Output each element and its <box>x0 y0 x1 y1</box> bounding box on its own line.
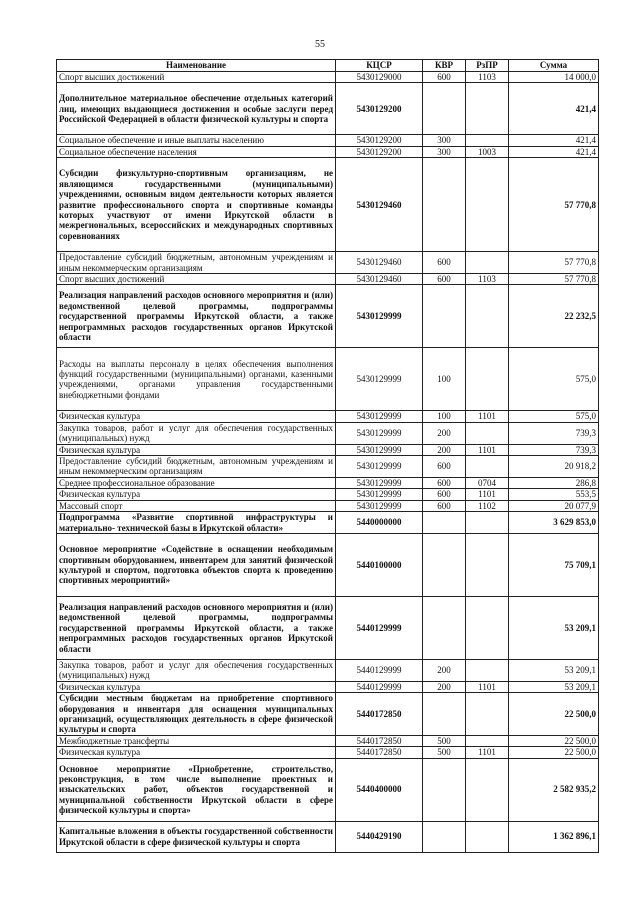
cell-rzpr <box>466 348 509 411</box>
cell-kcsr: 5430129200 <box>336 146 423 157</box>
table-row <box>57 477 599 488</box>
cell-name: Физическая культура <box>57 681 336 692</box>
cell-name: Среднее профессиональное образование <box>57 477 336 488</box>
cell-kvr: 600 <box>423 456 466 478</box>
cell-sum: 2 582 935,2 <box>509 758 599 821</box>
cell-name: Социальное обеспечение населения <box>57 146 336 157</box>
cell-sum: 53 209,1 <box>509 659 599 681</box>
cell-rzpr <box>466 758 509 821</box>
cell-kvr: 100 <box>423 348 466 411</box>
cell-sum: 421,4 <box>509 83 599 135</box>
cell-name: Массовый спорт <box>57 500 336 511</box>
cell-kcsr: 5430129460 <box>336 274 423 285</box>
table-row <box>57 500 599 511</box>
cell-kcsr: 5440100000 <box>336 533 423 596</box>
cell-rzpr: 0704 <box>466 477 509 488</box>
cell-name: Предоставление субсидий бюджетным, автономным учреждениям и иным некоммерческим организациям <box>57 252 336 274</box>
cell-kvr <box>423 285 466 348</box>
cell-kcsr: 5440129999 <box>336 681 423 692</box>
cell-rzpr <box>466 83 509 135</box>
cell-kvr: 600 <box>423 489 466 500</box>
cell-kvr <box>423 533 466 596</box>
cell-name: Спорт высших достижений <box>57 274 336 285</box>
cell-sum: 421,4 <box>509 146 599 157</box>
cell-kvr <box>423 512 466 534</box>
cell-sum: 575,0 <box>509 348 599 411</box>
cell-kvr: 200 <box>423 422 466 444</box>
cell-rzpr: 1103 <box>466 274 509 285</box>
cell-name: Капитальные вложения в объекты государственной собственности Иркутской области в сфере физической культуры и спорта <box>57 821 336 852</box>
cell-sum: 14 000,0 <box>509 72 599 83</box>
table-row <box>57 252 599 274</box>
cell-kcsr: 5440172850 <box>336 735 423 746</box>
header-kcsr: КЦСР <box>336 60 423 72</box>
table-row <box>57 135 599 146</box>
cell-sum: 20 918,2 <box>509 456 599 478</box>
cell-sum: 53 209,1 <box>509 681 599 692</box>
cell-sum: 22 500,0 <box>509 693 599 736</box>
table-row <box>57 411 599 422</box>
cell-rzpr: 1003 <box>466 146 509 157</box>
cell-kvr: 500 <box>423 747 466 758</box>
table-row <box>57 274 599 285</box>
table-row <box>57 681 599 692</box>
cell-sum: 22 500,0 <box>509 747 599 758</box>
header-sum: Сумма <box>509 60 599 72</box>
cell-kvr: 600 <box>423 274 466 285</box>
cell-name: Межбюджетные трансферты <box>57 735 336 746</box>
cell-rzpr: 1102 <box>466 500 509 511</box>
header-rzpr: РзПР <box>466 60 509 72</box>
cell-sum: 57 770,8 <box>509 274 599 285</box>
cell-kvr: 600 <box>423 500 466 511</box>
cell-sum: 421,4 <box>509 135 599 146</box>
table-row <box>57 693 599 736</box>
cell-kvr: 600 <box>423 72 466 83</box>
cell-name: Спорт высших достижений <box>57 72 336 83</box>
cell-sum: 739,3 <box>509 444 599 455</box>
cell-name: Предоставление субсидий бюджетным, автономным учреждениям и иным некоммерческим организациям <box>57 456 336 478</box>
cell-rzpr <box>466 659 509 681</box>
cell-name: Физическая культура <box>57 444 336 455</box>
cell-kvr: 500 <box>423 735 466 746</box>
cell-kcsr: 5430129999 <box>336 500 423 511</box>
cell-kcsr: 5440000000 <box>336 512 423 534</box>
cell-kvr: 600 <box>423 252 466 274</box>
cell-kvr <box>423 83 466 135</box>
cell-sum: 739,3 <box>509 422 599 444</box>
table-row <box>57 735 599 746</box>
table-row <box>57 821 599 852</box>
cell-name: Физическая культура <box>57 411 336 422</box>
cell-kcsr: 5440129999 <box>336 596 423 659</box>
cell-name: Субсидии физкультурно-спортивным организациям, не являющимся государственными (муниципальными) учреждениями, основным видом деятельности которых является развитие профессионального спорта и спортивные команды которых участвуют от имени Иркутской области в межрегиональных, всероссийских и международных спортивных соревнованиях <box>57 158 336 252</box>
cell-name: Реализация направлений расходов основного мероприятия и (или) ведомственной целевой программы, подпрограммы государственной программы Иркутской области, а также непрограммных расходов государственных органов Иркутской области <box>57 596 336 659</box>
table-row <box>57 72 599 83</box>
cell-kcsr: 5440172850 <box>336 693 423 736</box>
cell-rzpr <box>466 158 509 252</box>
cell-name: Субсидии местным бюджетам на приобретение спортивного оборудования и инвентаря для оснащения муниципальных организаций, осуществляющих деятельность в сфере физической культуры и спорта <box>57 693 336 736</box>
table-row <box>57 422 599 444</box>
cell-rzpr: 1101 <box>466 681 509 692</box>
table-row <box>57 747 599 758</box>
page-number: 55 <box>315 39 325 50</box>
cell-sum: 75 709,1 <box>509 533 599 596</box>
cell-rzpr <box>466 821 509 852</box>
cell-rzpr: 1101 <box>466 747 509 758</box>
cell-name: Подпрограмма «Развитие спортивной инфраструктуры и материально- технической базы в Иркутской области» <box>57 512 336 534</box>
cell-rzpr <box>466 596 509 659</box>
table-row <box>57 489 599 500</box>
cell-kcsr: 5430129460 <box>336 252 423 274</box>
cell-name: Расходы на выплаты персоналу в целях обеспечения выполнения функций государственными (муниципальными) органами, казенными учреждениями, органами управления государственными внебюджетными фондами <box>57 348 336 411</box>
cell-kvr: 200 <box>423 444 466 455</box>
table-row <box>57 758 599 821</box>
cell-name: Закупка товаров, работ и услуг для обеспечения государственных (муниципальных) нужд <box>57 659 336 681</box>
header-name: Наименование <box>57 60 336 72</box>
cell-kvr: 200 <box>423 681 466 692</box>
cell-kvr: 300 <box>423 146 466 157</box>
cell-kcsr: 5430129200 <box>336 83 423 135</box>
cell-kcsr: 5430129999 <box>336 285 423 348</box>
table-body <box>57 72 599 853</box>
cell-rzpr <box>466 693 509 736</box>
table-row <box>57 596 599 659</box>
header-kvr: КВР <box>423 60 466 72</box>
cell-rzpr <box>466 422 509 444</box>
cell-rzpr: 1101 <box>466 489 509 500</box>
cell-name: Дополнительное материальное обеспечение отдельных категорий лиц, имеющих выдающиеся достижения и особые заслуги перед Российской Федерацией в области физической культуры и спорта <box>57 83 336 135</box>
cell-rzpr <box>466 512 509 534</box>
cell-kvr <box>423 821 466 852</box>
cell-rzpr <box>466 135 509 146</box>
cell-name: Физическая культура <box>57 489 336 500</box>
cell-kvr <box>423 596 466 659</box>
cell-name: Основное мероприятие «Содействие в оснащении необходимым спортивным оборудованием, инвентарем для занятий физической культурой и спортом, подготовка объектов спорта к проведению спортивных мероприятий» <box>57 533 336 596</box>
cell-kcsr: 5440129999 <box>336 659 423 681</box>
cell-kcsr: 5430129999 <box>336 422 423 444</box>
budget-table <box>56 59 599 853</box>
table-row <box>57 444 599 455</box>
cell-sum: 20 077,9 <box>509 500 599 511</box>
cell-name: Физическая культура <box>57 747 336 758</box>
cell-kcsr: 5430129460 <box>336 158 423 252</box>
cell-kcsr: 5430129999 <box>336 348 423 411</box>
cell-kvr: 300 <box>423 135 466 146</box>
table-row <box>57 158 599 252</box>
cell-sum: 57 770,8 <box>509 252 599 274</box>
cell-kvr: 200 <box>423 659 466 681</box>
cell-name: Основное мероприятие «Приобретение, строительство, реконструкция, в том числе выполнение проектных и изыскательских работ, объектов государственной и муниципальной собственности Иркутской области в сфере физической культуры и спорта» <box>57 758 336 821</box>
cell-kvr <box>423 693 466 736</box>
table-row <box>57 146 599 157</box>
cell-name: Социальное обеспечение и иные выплаты населению <box>57 135 336 146</box>
table-row <box>57 456 599 478</box>
cell-sum: 57 770,8 <box>509 158 599 252</box>
cell-rzpr: 1101 <box>466 444 509 455</box>
cell-sum: 575,0 <box>509 411 599 422</box>
cell-sum: 286,8 <box>509 477 599 488</box>
cell-rzpr <box>466 252 509 274</box>
cell-rzpr: 1101 <box>466 411 509 422</box>
table-row <box>57 83 599 135</box>
cell-sum: 22 232,5 <box>509 285 599 348</box>
cell-kvr: 600 <box>423 477 466 488</box>
cell-kcsr: 5430129999 <box>336 444 423 455</box>
cell-sum: 3 629 853,0 <box>509 512 599 534</box>
cell-kcsr: 5430129999 <box>336 456 423 478</box>
cell-rzpr <box>466 735 509 746</box>
cell-sum: 1 362 896,1 <box>509 821 599 852</box>
table-row <box>57 348 599 411</box>
cell-kcsr: 5430129200 <box>336 135 423 146</box>
cell-name: Реализация направлений расходов основного мероприятия и (или) ведомственной целевой программы, подпрограммы государственной программы Иркутской области, а также непрограммных расходов государственных органов Иркутской области <box>57 285 336 348</box>
table-row <box>57 533 599 596</box>
cell-name: Закупка товаров, работ и услуг для обеспечения государственных (муниципальных) нужд <box>57 422 336 444</box>
table-row <box>57 659 599 681</box>
cell-kvr <box>423 158 466 252</box>
cell-kcsr: 5430129999 <box>336 411 423 422</box>
cell-rzpr <box>466 285 509 348</box>
cell-kcsr: 5430129999 <box>336 477 423 488</box>
table-row <box>57 285 599 348</box>
cell-sum: 553,5 <box>509 489 599 500</box>
cell-rzpr <box>466 456 509 478</box>
cell-rzpr: 1103 <box>466 72 509 83</box>
cell-rzpr <box>466 533 509 596</box>
cell-sum: 53 209,1 <box>509 596 599 659</box>
cell-kcsr: 5430129999 <box>336 489 423 500</box>
cell-kcsr: 5440400000 <box>336 758 423 821</box>
cell-kvr <box>423 758 466 821</box>
table-row <box>57 512 599 534</box>
table-header-row <box>57 60 599 72</box>
cell-kcsr: 5440429190 <box>336 821 423 852</box>
cell-sum: 22 500,0 <box>509 735 599 746</box>
cell-kcsr: 5440172850 <box>336 747 423 758</box>
cell-kvr: 100 <box>423 411 466 422</box>
cell-kcsr: 5430129000 <box>336 72 423 83</box>
